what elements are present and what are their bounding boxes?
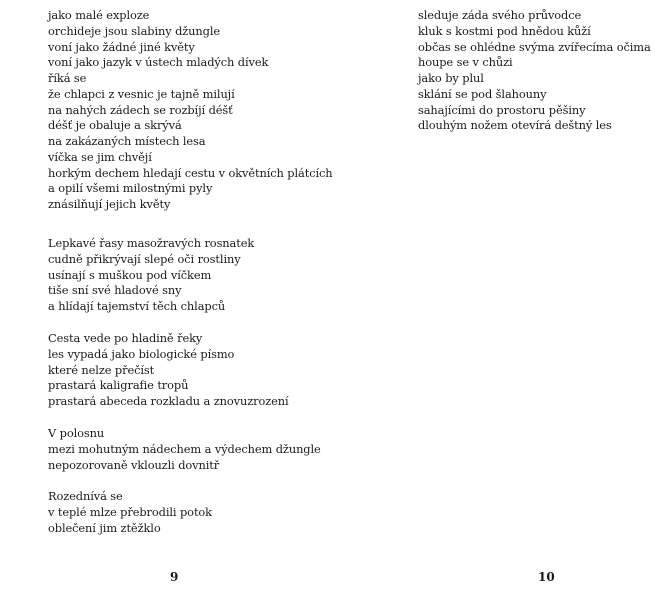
stanza-4 [48,426,321,473]
poem-line: V polosnu [48,426,105,440]
stanza-1 [48,8,333,213]
poem-line: déšť je obaluje a skrývá [48,118,182,133]
poem-line: kluk s kostmi pod hnědou kůží [418,23,591,38]
stanza-3 [48,331,289,410]
poem-line: horkým dechem hledají cestu v okvětních plátcích [48,165,333,180]
poem-line: nepozorovaně vklouzli dovnitř [48,457,220,472]
page-number-right: 10 [538,570,555,584]
poem-line: dlouhým nožem otevírá deštný les [418,118,612,133]
poem-line: říká se [48,71,87,85]
poem-line: na zakázaných místech lesa [48,134,206,148]
poem-line: Lepkavé řasy masožravých rosnatek [48,236,255,250]
poem-line: sleduje záda svého průvodce [418,8,582,22]
poem-line: znásilňují jejich květy [48,197,171,211]
poem-line: mezi mohutným nádechem a výdechem džungle [48,441,321,456]
poem-line: občas se ohlédne svýma zvířecíma očima [418,39,651,54]
poem-line: prastará kaligrafie tropů [48,378,189,393]
poem-line: jako by plul [418,71,484,85]
stanza-2 [48,236,254,315]
poem-line: na nahých zádech se rozbíjí déšť [48,102,233,117]
poem-line: že chlapci z vesnic je tajně milují [48,86,235,101]
stanza-5 [48,489,212,536]
poem-line: cudně přikrývají slepé oči rostliny [48,251,241,266]
poem-line: usínají s muškou pod víčkem [48,267,212,282]
poem-line: v teplé mlze přebrodili potok [48,504,212,519]
poem-line: oblečení jim ztěžklo [48,520,161,535]
poem-line: voní jako jazyk v ústech mladých dívek [48,55,269,70]
poem-line: Cesta vede po hladině řeky [48,331,203,345]
poem-line: a opilí všemi milostnými pyly [48,181,213,196]
poem-line: a hlídají tajemství těch chlapců [48,299,226,313]
poem-line: tiše sní své hladové sny [48,283,182,298]
poem-line: sahajícími do prostoru pěšiny [418,102,586,117]
poem-line: orchideje jsou slabiny džungle [48,23,221,38]
poem-line: které nelze přečíst [48,362,155,377]
right-page [370,0,655,600]
poem-line: Rozednívá se [48,489,123,503]
poem-line: les vypadá jako biologické písmo [48,346,235,361]
stanza-1 [418,8,651,134]
poem-line: jako malé exploze [48,8,150,22]
poem-line: voní jako žádné jiné květy [48,39,195,54]
poem-line: víčka se jim chvějí [48,149,152,164]
poem-line: sklání se pod šlahouny [418,86,547,101]
poem-line: houpe se v chůzi [418,55,513,70]
page-number-left: 9 [170,570,179,584]
poem-line: prastará abeceda rozkladu a znovuzrození [48,394,289,408]
